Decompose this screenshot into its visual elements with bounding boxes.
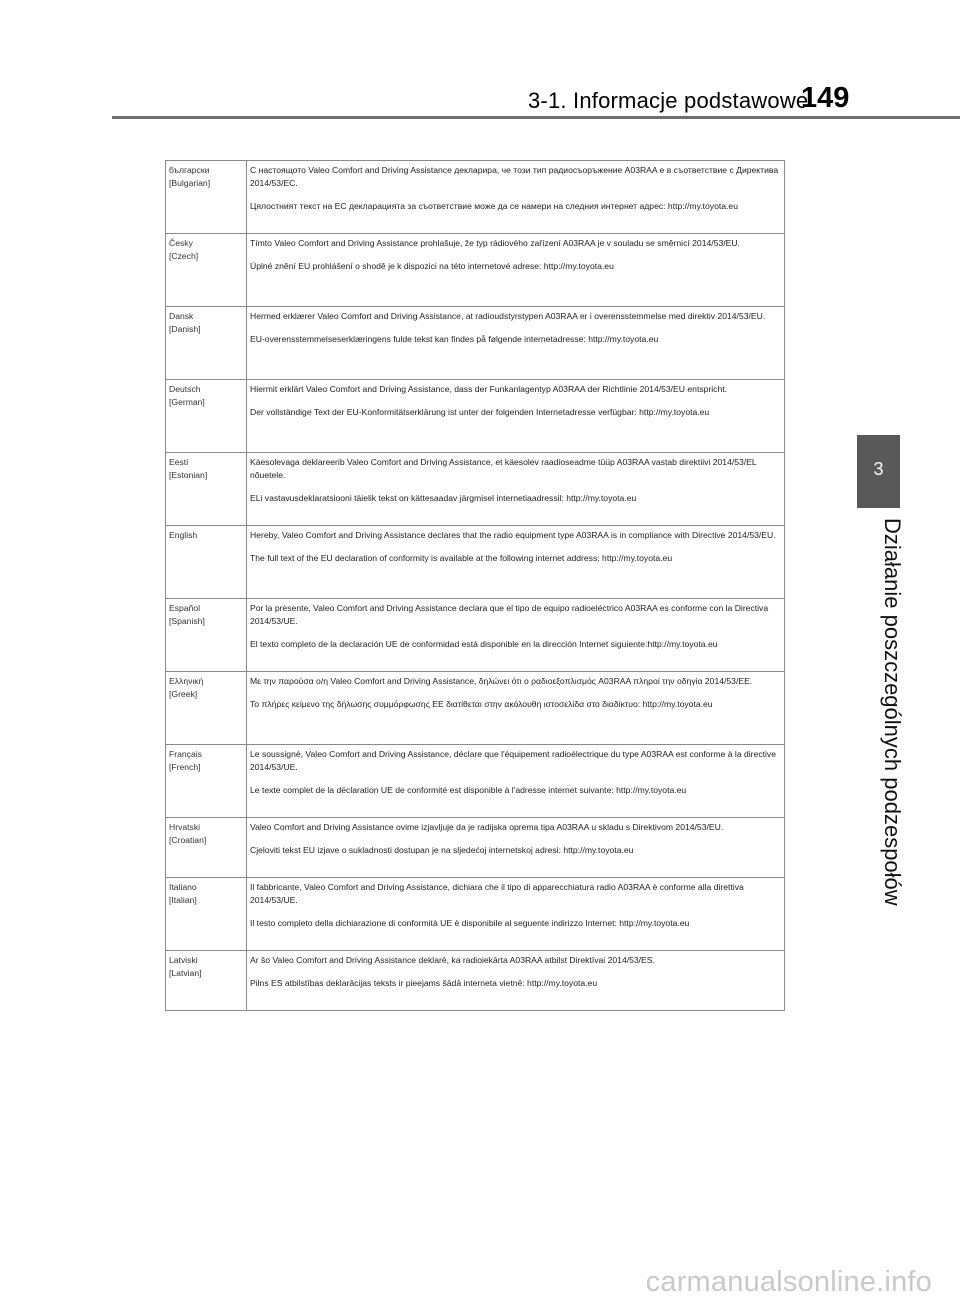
declaration-cell	[247, 307, 785, 380]
declaration-row	[166, 951, 785, 1011]
declaration-full-text: The full text of the EU declaration of conformity is available at the following internet address: http://my.toyota.eu	[250, 553, 673, 563]
declaration-full-text: Pilns ES atbilstības deklarācijas teksts ir pieejams šādā interneta vietnē: http://my.toyota.eu	[250, 978, 598, 988]
declaration-full-text: Цялостният текст на ЕС декларацията за съответствие може да се намери на следния интернет адрес: http://my.toyota.eu	[250, 201, 738, 211]
chapter-title-vertical: Działanie poszczególnych podzespołów	[880, 518, 905, 906]
chapter-number: 3	[873, 459, 884, 479]
language-label: Dansk [Danish]	[169, 311, 201, 334]
header-divider	[112, 116, 960, 119]
declaration-row	[166, 380, 785, 453]
language-label: Français [French]	[169, 749, 202, 772]
declaration-cell	[247, 599, 785, 672]
declaration-full-text: El texto completo de la declaración UE de conformidad está disponible en la dirección Internet siguiente:http://my.toyota.eu	[250, 639, 718, 649]
declaration-statement: Hermed erklærer Valeo Comfort and Driving Assistance, at radioudstyrstypen A03RAA er i overensstemmelse med direktiv 2014/53/EU.	[250, 311, 766, 321]
language-cell	[166, 599, 247, 672]
declaration-row	[166, 161, 785, 234]
language-label: Español [Spanish]	[169, 603, 205, 626]
declaration-statement: С настоящото Valeo Comfort and Driving Assistance декларира, че този тип радиосъоръжение A03RAA е в съответствие с Директива 2014/53/EC.	[250, 165, 779, 188]
language-label: Italiano [Italian]	[169, 882, 197, 905]
declaration-row	[166, 526, 785, 599]
language-cell	[166, 161, 247, 234]
declaration-cell	[247, 745, 785, 818]
language-label: Latviski [Latvian]	[169, 955, 202, 978]
page-number: 149	[801, 82, 850, 114]
declaration-statement: Por la presente, Valeo Comfort and Driving Assistance declara que el tipo de equipo radioeléctrico A03RAA es conforme con la Directiva 2014/53/UE.	[250, 603, 769, 626]
declaration-cell	[247, 161, 785, 234]
declaration-cell	[247, 878, 785, 951]
language-label: Hrvatski [Croatian]	[169, 822, 207, 845]
declaration-row	[166, 453, 785, 526]
language-label: Deutsch [German]	[169, 384, 205, 407]
language-label: Česky [Czech]	[169, 238, 199, 261]
declaration-statement: Il fabbricante, Valeo Comfort and Driving Assistance, dichiara che il tipo di apparecchiatura radio A03RAA è conforme alla direttiva 2014/53/UE.	[250, 882, 744, 905]
page-header	[0, 0, 960, 120]
declaration-statement: Hereby, Valeo Comfort and Driving Assistance declares that the radio equipment type A03RAA is in compliance with Directive 2014/53/EU.	[250, 530, 776, 540]
declaration-row	[166, 307, 785, 380]
declaration-row	[166, 745, 785, 818]
declaration-full-text: EU-overensstemmelseserklæringens fulde tekst kan findes på følgende internetadresse: http://my.toyota.eu	[250, 334, 659, 344]
declaration-statement: Käesolevaga deklareerib Valeo Comfort and Driving Assistance, et käesolev raadioseadme tüüp A03RAA vastab direktiivi 2014/53/EL nõuetele.	[250, 457, 757, 480]
section-title: 3-1. Informacje podstawowe	[528, 88, 809, 113]
declaration-cell	[247, 453, 785, 526]
declaration-cell	[247, 380, 785, 453]
declaration-full-text: Le texte complet de la déclaration UE de conformité est disponible à l'adresse internet suivante: http://my.toyota.eu	[250, 785, 687, 795]
declaration-statement: Valeo Comfort and Driving Assistance ovime izjavljuje da je radijska oprema tipa A03RAA u skladu s Direktivom 2014/53/EU.	[250, 822, 724, 832]
declaration-table	[165, 160, 785, 1011]
language-cell	[166, 307, 247, 380]
language-label: Eesti [Estonian]	[169, 457, 208, 480]
declaration-row	[166, 234, 785, 307]
declaration-cell	[247, 234, 785, 307]
declaration-statement: Ar šo Valeo Comfort and Driving Assistance deklarē, ka radioiekārta A03RAA atbilst Direktīvai 2014/53/ES.	[250, 955, 655, 965]
declaration-cell	[247, 526, 785, 599]
declaration-cell	[247, 818, 785, 878]
declaration-full-text: Der vollständige Text der EU-Konformitätserklärung ist unter der folgenden Internetadresse verfügbar: http://my.toyota.eu	[250, 407, 710, 417]
declaration-statement: Hiermit erklärt Valeo Comfort and Driving Assistance, dass der Funkanlagentyp A03RAA der Richtlinie 2014/53/EU entspricht.	[250, 384, 728, 394]
declaration-full-text: Cjeloviti tekst EU izjave o sukladnosti dostupan je na sljedećoj internetskoj adresi: http://my.toyota.eu	[250, 845, 634, 855]
watermark: carmanualsonline.info	[645, 1266, 932, 1298]
declaration-full-text: Úplné znění EU prohlášení o shodě je k dispozici na této internetové adrese: http://my.toyota.eu	[250, 261, 614, 271]
language-cell	[166, 453, 247, 526]
declaration-row	[166, 818, 785, 878]
language-label: български [Bulgarian]	[169, 165, 211, 188]
declaration-statement: Tímto Valeo Comfort and Driving Assistance prohlašuje, že typ rádiového zařízení A03RAA je v souladu se směrnicí 2014/53/EU.	[250, 238, 740, 248]
language-cell	[166, 951, 247, 1011]
declaration-full-text: Το πλήρες κείμενο της δήλωσης συμμόρφωσης ΕΕ διατίθεται στην ακόλουθη ιστοσελίδα στο διαδίκτυο: http://my.toyota.eu	[250, 699, 713, 709]
language-cell	[166, 234, 247, 307]
language-label: English	[169, 530, 198, 540]
declaration-cell	[247, 951, 785, 1011]
declaration-cell	[247, 672, 785, 745]
language-cell	[166, 818, 247, 878]
chapter-tab	[857, 435, 900, 508]
declaration-full-text: ELi vastavusdeklaratsiooni täielik tekst on kättesaadav järgmisel internetiaadressil: http://my.toyota.eu	[250, 493, 637, 503]
declaration-statement: Με την παρούσα ο/η Valeo Comfort and Driving Assistance, δηλώνει ότι ο ραδιοεξοπλισμός A03RAA πληροί την οδηγία 2014/53/ΕΕ.	[250, 676, 753, 686]
language-cell	[166, 380, 247, 453]
language-label: Ελληνική [Greek]	[169, 676, 204, 699]
language-cell	[166, 745, 247, 818]
declaration-row	[166, 878, 785, 951]
language-cell	[166, 672, 247, 745]
declaration-statement: Le soussigné, Valeo Comfort and Driving Assistance, déclare que l'équipement radioélectrique du type A03RAA est conforme à la directive 2014/53/UE.	[250, 749, 776, 772]
language-cell	[166, 878, 247, 951]
declaration-full-text: Il testo completo della dichiarazione di conformità UE è disponibile al seguente indirizzo Internet: http://my.toyota.eu	[250, 918, 690, 928]
declaration-row	[166, 672, 785, 745]
language-cell	[166, 526, 247, 599]
declaration-row	[166, 599, 785, 672]
